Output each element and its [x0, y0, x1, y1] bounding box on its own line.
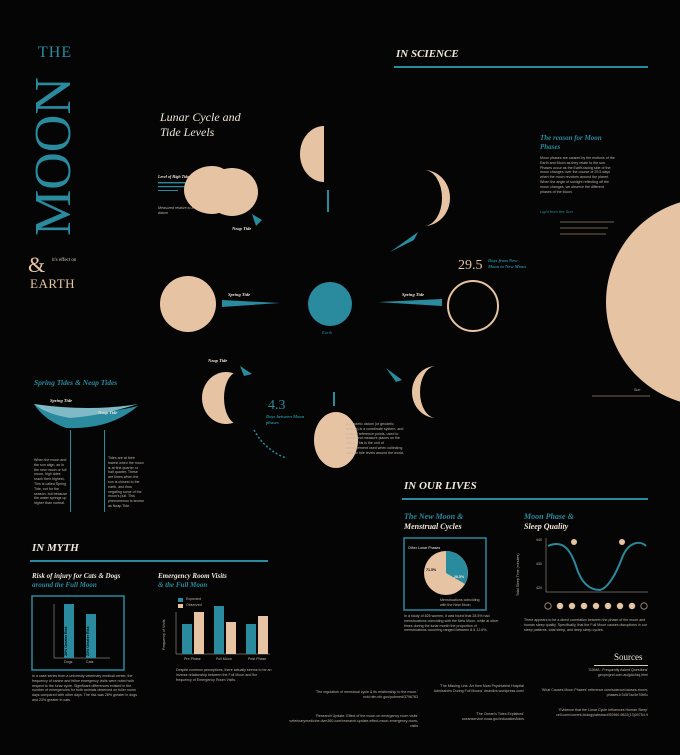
spring-neap-heading: Spring Tides & Neap Tides [34, 378, 118, 387]
days-295: 29.5 [458, 258, 483, 273]
sleep-heading-2: Sleep Quality [524, 522, 569, 531]
sleep-ylabel: Total Sleep Time (minutes) [516, 553, 520, 596]
neap-top-label: Neap Tide [232, 226, 252, 231]
injury-heading-1: Risk of injury for Cats & Dogs [32, 572, 121, 580]
er-cat-1: Pre Phase [184, 657, 201, 661]
sun-label: Sun [634, 388, 641, 392]
days-295-label: Days from New Moon to New Moon [488, 258, 526, 269]
sleep-ytick-2: 430 [536, 562, 542, 566]
injury-heading-2: around the Full Moon [32, 581, 97, 589]
spring-graphic-label: Spring Tide [50, 398, 73, 403]
level-high-label: Level of High Tide [158, 174, 189, 179]
earth-label: Earth [322, 330, 333, 335]
neap-graphic-label: Neap Tide [98, 410, 118, 415]
source-1: 'GDMA : Frequently Asked Questions' geoproject.com.au/gdc/faq.html [588, 668, 648, 677]
er-cat-3: Post Phase [248, 657, 267, 661]
title-the: THE [38, 44, 73, 61]
cat-bar-label: 23% Greater Risk [86, 626, 90, 656]
neap-bottom-label: Neap Tide [208, 358, 228, 363]
er-body: Despite common perceptions, there actually seems to be an inverse relationship between the Full Moon and the frequency of Emergency Room Visits. [176, 668, 272, 682]
er-heading-1: Emergency Room Visits [158, 572, 227, 580]
er-ylabel: Frequency of Visits [162, 619, 166, 650]
sleep-heading-1: Moon Phase & [524, 512, 574, 521]
spring-neap-col1: When the moon and the sun align, as in the new moon or full moon, high tides reach their highest. This is called Spring Tide, not for the season, but because the water springs up higher than normal. [34, 458, 68, 506]
spring-neap-col2: Tides are at their lowest when the moon is at first quarter or half quarter. These are times when the sun is closest to the earth, and thus negating some of the moon's pull. This phenomenon is known as Neap Tide. [108, 456, 144, 508]
section-science: IN SCIENCE [396, 48, 459, 60]
title-moon: MOON [25, 77, 82, 237]
section-myth: IN MYTH [32, 542, 79, 554]
measured-label: Measured relative to a datum [158, 206, 194, 215]
lunar-cycle-heading: Lunar Cycle and Tide Levels [160, 110, 241, 139]
days-43-label: Days between Moon phases [266, 414, 305, 425]
dogs-label: Dogs [64, 660, 73, 664]
menstrual-heading-1: The New Moon & [404, 512, 464, 521]
title-amp: & [28, 252, 46, 277]
menstr-label: Menstruations coinciding with the New Moon [440, 598, 480, 607]
sleep-ytick-3: 420 [536, 586, 542, 590]
er-cat-2: Full Moon [216, 657, 232, 661]
source-4: 'The Missing Link: Art then Most Psychiatrist Hospital Admissions During Full Moons' drravikrs.wordpress.com/ [433, 684, 524, 693]
section-lives: IN OUR LIVES [404, 480, 477, 492]
source-2: 'What Causes Moon Phases' reference.com/science/causes-moon-phases-b7d3f7ac5e70b0c [541, 688, 648, 697]
er-heading-2: & the Full Moon [158, 581, 208, 589]
pie-label-other: 71.5% [426, 568, 437, 572]
spring-left-label: Spring Tide [228, 292, 251, 297]
title-its-effect: it's effect on [52, 258, 77, 263]
sources-rule [594, 665, 648, 666]
source-5: 'The Ocean's Tides Explained' oceanservice.noaa.gov/education/tides [461, 712, 524, 721]
er-expected: Expected [186, 597, 201, 601]
geodetic-text: A geodetic datum (or geodetic system) is a coordinate system, and a set of reference points, used to locate and measure places on the Earth. This is the unit of measurement used when collecting data on tide levels around the world. [346, 422, 404, 455]
other-phases-label: Other Lunar Phases [408, 546, 441, 550]
pie-label-new: 28.5% [454, 575, 465, 579]
source-3: 'Evidence that the Lunar Cycle Influences Human Sleep' cell.com/current-biology/abstract/S0960-9822(13)00754-9 [556, 708, 648, 717]
injury-body: In a case series from a university veterinary medical center, the frequency of canine and feline emergency visits were noted with respect to the lunar cycle. Significant differences existed in the number of emergencies for both animals observed on fuller moon days compared with other days. The risk was 28% greater in dogs and 23% greater in cats. [32, 674, 138, 702]
menstrual-heading-2: Menstrual Cycles [404, 522, 462, 531]
reason-heading: The reason for Moon Phases [540, 134, 602, 151]
days-43: 4.3 [268, 398, 286, 413]
cats-label: Cats [86, 660, 94, 664]
sleep-body: There appears to be a direct correlation between the phase of the moon and human sleep quality. Specifically, that the Full Moon causes disruptions in our sleep patterns, total sleep, and deep sleep cycles. [524, 618, 647, 632]
light-label: Light from the Sun [540, 209, 573, 214]
spring-right-label: Spring Tide [402, 292, 425, 297]
er-observed: Observed [186, 603, 202, 607]
sleep-ytick-1: 440 [536, 538, 542, 542]
title-earth: EARTH [30, 276, 76, 291]
source-7: 'Research Update: Effect of the moon on emergency room visits' veterinarymedicine.dvm360.com/research-update-effect-moon-emergency-room-visits [289, 714, 418, 728]
reason-body: Moon phases are caused by the motions of the Earth and Moon as they relate to the sun. Phases occur as the Earth-facing side of the moon changes over the course of 29.5 days when the moon revolves around the planet. When the angle of sunlight reflecting off the moon changes, we observe the different phases of the Moon. [540, 156, 615, 194]
menstrual-body: In a study of 826 women, it was found that 28.5% had menstruations coinciding with the New Moon, while at other times during the lunar month the proportion of menstruations occurring ranged between 8.5-12.6%. [404, 614, 499, 633]
dog-bar-label: 28% Greater Risk [64, 626, 68, 656]
source-6: 'The regulation of menstrual cycle & its relationship to the moon.' ncbi.nlm.nih.gov/pubmed/3796783 [315, 690, 418, 699]
sources-heading: Sources [614, 652, 643, 662]
